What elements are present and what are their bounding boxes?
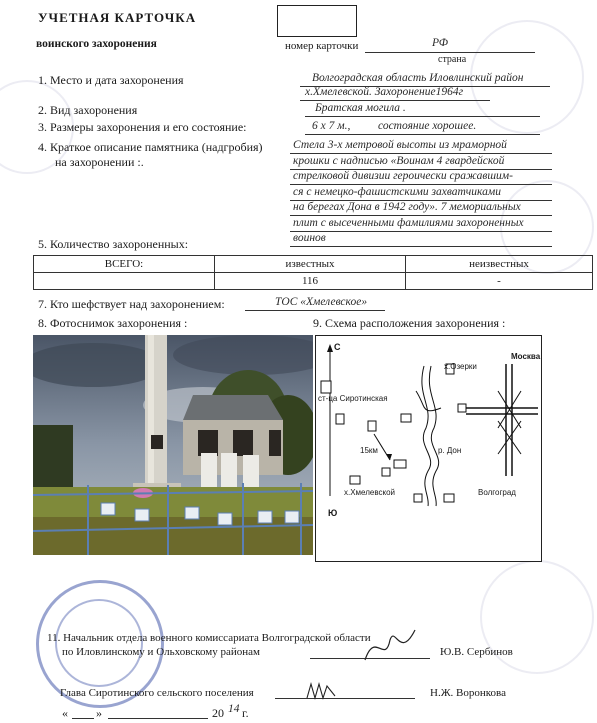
description-line: на берегах Дона в 1942 году». 7 мемориальных (293, 201, 521, 213)
description-line: Стела 3-х метровой высоты из мраморной (293, 139, 507, 151)
field-1-value-line2: х.Хмелевской. Захоронение1964г (305, 86, 464, 98)
count-total-header: ВСЕГО: (34, 256, 215, 273)
scheme-ozerki-label: х.Озерки (444, 362, 477, 371)
date-year-prefix: 20 (212, 706, 224, 720)
scheme-distance-label: 15км (360, 446, 378, 455)
card-number-box (277, 5, 357, 37)
signature-scribble-2 (305, 680, 345, 702)
count-known-value: 116 (215, 273, 406, 290)
field-7-value: ТОС «Хмелевское» (275, 296, 368, 308)
scheme-south-label: Ю (328, 508, 338, 518)
field-1-label: 1. Место и дата захоронения (38, 73, 184, 87)
count-total-cell (34, 273, 215, 290)
field-3-state: состояние хорошее. (378, 120, 477, 132)
description-line: воинов (293, 232, 326, 244)
location-scheme (315, 335, 542, 562)
country-value: РФ (432, 37, 448, 49)
scheme-khmelevskoy-label: х.Хмелевской (344, 488, 396, 497)
signature-1-name: Ю.В. Сербинов (440, 646, 513, 658)
signature-scribble-1 (360, 625, 420, 665)
field-4-label-line2: на захоронении :. (55, 155, 144, 169)
scheme-sirotinskaya-label: ст-ца Сиротинская (318, 394, 388, 403)
description-line: ся с немецко-фашистскими захватчиками (293, 185, 501, 198)
card-number-label: номер карточки (285, 40, 359, 52)
count-known-header: известных (215, 256, 406, 273)
description-line: крошки с надписью «Воинам 4 гвардейской (293, 154, 505, 167)
field-8-label: 8. Фотоснимок захоронения : (38, 316, 188, 330)
description-line: плит с высеченными фамилиями захороненных (293, 216, 524, 229)
scheme-moscow-label: Москва (511, 352, 541, 361)
count-unknown-value: - (406, 273, 593, 290)
field-3-size: 6 х 7 м., (312, 120, 351, 132)
field-1-value-line1: Волгоградская область Иловлинский район (312, 72, 524, 84)
signature-1-line2: по Иловлинскому и Ольховскому районам (62, 646, 261, 658)
field-2-value: Братская могила . (315, 102, 406, 114)
field-7-label: 7. Кто шефствует над захоронением: (38, 297, 225, 311)
page-subtitle: воинского захоронения (36, 38, 157, 50)
count-unknown-header: неизвестных (406, 256, 593, 273)
date-year-suffix: 14 (228, 703, 240, 715)
field-3-label: 3. Размеры захоронения и его состояние: (38, 120, 247, 134)
scheme-don-label: р. Дон (438, 446, 462, 455)
burial-photo (33, 335, 313, 555)
page-title: УЧЕТНАЯ КАРТОЧКА (38, 10, 197, 25)
field-2-label: 2. Вид захоронения (38, 103, 138, 117)
country-label: страна (438, 54, 467, 65)
signature-2-name: Н.Ж. Воронкова (430, 687, 506, 699)
description-line: стрелковой дивизии героически сражавшим- (293, 170, 513, 182)
scheme-north-label: С (334, 342, 341, 352)
date-g: г. (242, 706, 249, 720)
date-quote-open: « (62, 706, 68, 720)
date-quote-close: » (96, 706, 102, 720)
burial-count-table (33, 255, 593, 290)
signature-2-label: Глава Сиротинского сельского поселения (60, 687, 254, 699)
field-9-label: 9. Схема расположения захоронения : (313, 316, 506, 330)
field-5-label: 5. Количество захороненных: (38, 237, 189, 251)
field-4-label-line1: 4. Краткое описание памятника (надгробия) (38, 140, 263, 154)
signature-1-line1: 11. Начальник отдела военного комиссариата Волгоградской области (47, 632, 371, 644)
scheme-volgograd-label: Волгоград (478, 488, 516, 497)
